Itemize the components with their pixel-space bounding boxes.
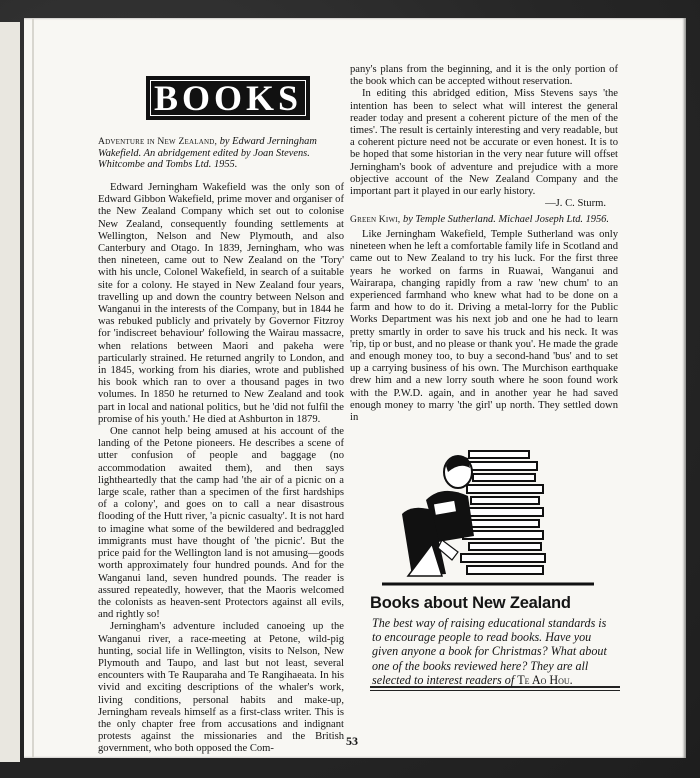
review2-paragraph: Like Jerningham Wakefield, Temple Sutherland was only nineteen when he left a comfortable family life in Scotland and came out to New Zealand to try his luck. For the first three years he worked on farms in Ruawai, Wanganui and Wairarapa, changing rapidly from a raw 'new chum' to an experienced farmhand who knew what had to be done on a farm and how to do it. Driving a metal-lorry for the Public Works Department was his next job and one he had to learn pretty smartly in order to save his truck and his neck. It was 'rip, tip or bust, and no please or thank you'. He made the grade and enough money too, to buy a second-hand 'bus' and to set up a carrying business of his own. The Murchison earthquake drew him and a new lorry south where he soon found work with the P.W.D. again, and in another year he had saved enough money to marry 'the girl' up north. They settled down in [350, 229, 618, 424]
promo-rule-top [370, 686, 620, 688]
review1-book-title: Adventure in New Zealand, [98, 136, 218, 147]
review1-bib-line [98, 136, 342, 171]
review2-bib-line [350, 214, 618, 226]
page-gutter [32, 18, 34, 758]
promo-magazine-name: Te Ao Hou. [517, 672, 573, 687]
review1-column-left [98, 182, 344, 756]
review1-continued-paragraph: pany's plans from the beginning, and it is the only portion of the book which can be accepted without reservation. [350, 64, 618, 88]
review1-bibliography [98, 136, 342, 171]
promo-body [372, 616, 618, 687]
magazine-page [24, 18, 686, 758]
promo-text: The best way of raising educational standards is to encourage people to read books. Have you given anyone a book for Christmas? What about one of the books reviewed here? They are all selected to interest readers of [372, 616, 607, 687]
masthead-border [150, 80, 306, 116]
review2-book-title: Green Kiwi, [350, 214, 401, 226]
page-number: 53 [346, 734, 358, 748]
review1-paragraph: Jerningham's adventure included canoeing up the Wanganui river, a race-meeting at Petone, wild-pig hunting, social life in Wellington, visits to Nelson, New Plymouth and Taupo, and last but not least, several encounters with Te Rauparaha and Te Rangihaeata. In his vivid and exciting descriptions of the whaler's work, living conditions, personal habits and make-up, Jerningham reveals himself as a first-class writer. This is the only chapter free from accusations and indignant protests against the missionaries and the British government, who both opposed the Com- [98, 621, 344, 755]
review1-continued-paragraph: In editing this abridged edition, Miss Stevens says 'the intention has been to select what will interest the general reader today and present a coherent picture of the men of the times'. The result is certainly interesting and very readable, but a coherent picture need not be accurate or even honest. It is to be hoped that some historian in the very near future will offset Jerningham's book of adventure and prejudice with a more objective account of the New Zealand Company and the important part it played in our early history. [350, 88, 618, 198]
promo-rule-bottom [370, 690, 620, 691]
previous-page-edge [0, 22, 20, 762]
review1-book-details: by Edward Jerningham Wakefield. An abridgement edited by Joan Stevens. Whitcombe and Tombs Ltd. 1955. [98, 136, 317, 171]
review1-column-right [350, 64, 618, 424]
books-illustration [372, 444, 600, 592]
review1-signature: —J. C. Sturm. [545, 198, 606, 210]
review2-book-details: by Temple Sutherland. Michael Joseph Ltd. 1956. [403, 214, 609, 226]
promo-heading: Books about New Zealand [370, 594, 571, 612]
book-stack-graphic [460, 450, 546, 575]
books-masthead [146, 76, 310, 120]
review1-paragraph: One cannot help being amused at his account of the landing of the Petone pioneers. He describes a scene of utter confusion of people and baggage (no accommodation awaited them), and then says lightheartedly that the camp had 'the air of a picnic on a large scale, rather than a specimen of the first hardships of a colony', and goes on to call a near disastrous flooding of the Hutt river, 'a picnic casualty'. It is not hard to imagine what some of the bewildered and bedraggled immigrants must have thought of 'the picnic'. But the price paid for the Wellington land is not amusing—goods worth approximately four hundred pounds. And for the Wanganui land, seven hundred pounds. The reader is assured repeatedly, however, that the Maoris welcomed the colonists as heaven-sent Protectors against all evils, and rightly so! [98, 426, 344, 621]
masthead-label: BOOKS [153, 78, 303, 118]
review1-paragraph: Edward Jerningham Wakefield was the only son of Edward Gibbon Wakefield, prime mover and organiser of the New Zealand Company which set out to colonise New Zealand, consequently founding settlements at Wellington, Nelson and New Plymouth, and also Canterbury and Otago. In 1839, Jerningham, who was then nineteen, came out to New Zealand on the 'Tory' with his uncle, Colonel Wakefield, in search of a suitable site for a colony. He stayed in New Zealand four years, travelling up and down the country between Nelson and Wanganui in the interests of the Company, but in 1844 he was rebuked publicly and privately by Governor Fitzroy for 'indiscreet behaviour' following the Wairau massacre, when relations between Maori and pakeha were particularly strained. He returned angrily to London, and in 1845, working from his diaries, wrote and published his book which ran to over a thousand pages in two volumes. In 1850 he returned to New Zealand and took part in local and national politics, but he 'did not fulfil the promise of his youth.' He died at Ashburton in 1879. [98, 182, 344, 425]
